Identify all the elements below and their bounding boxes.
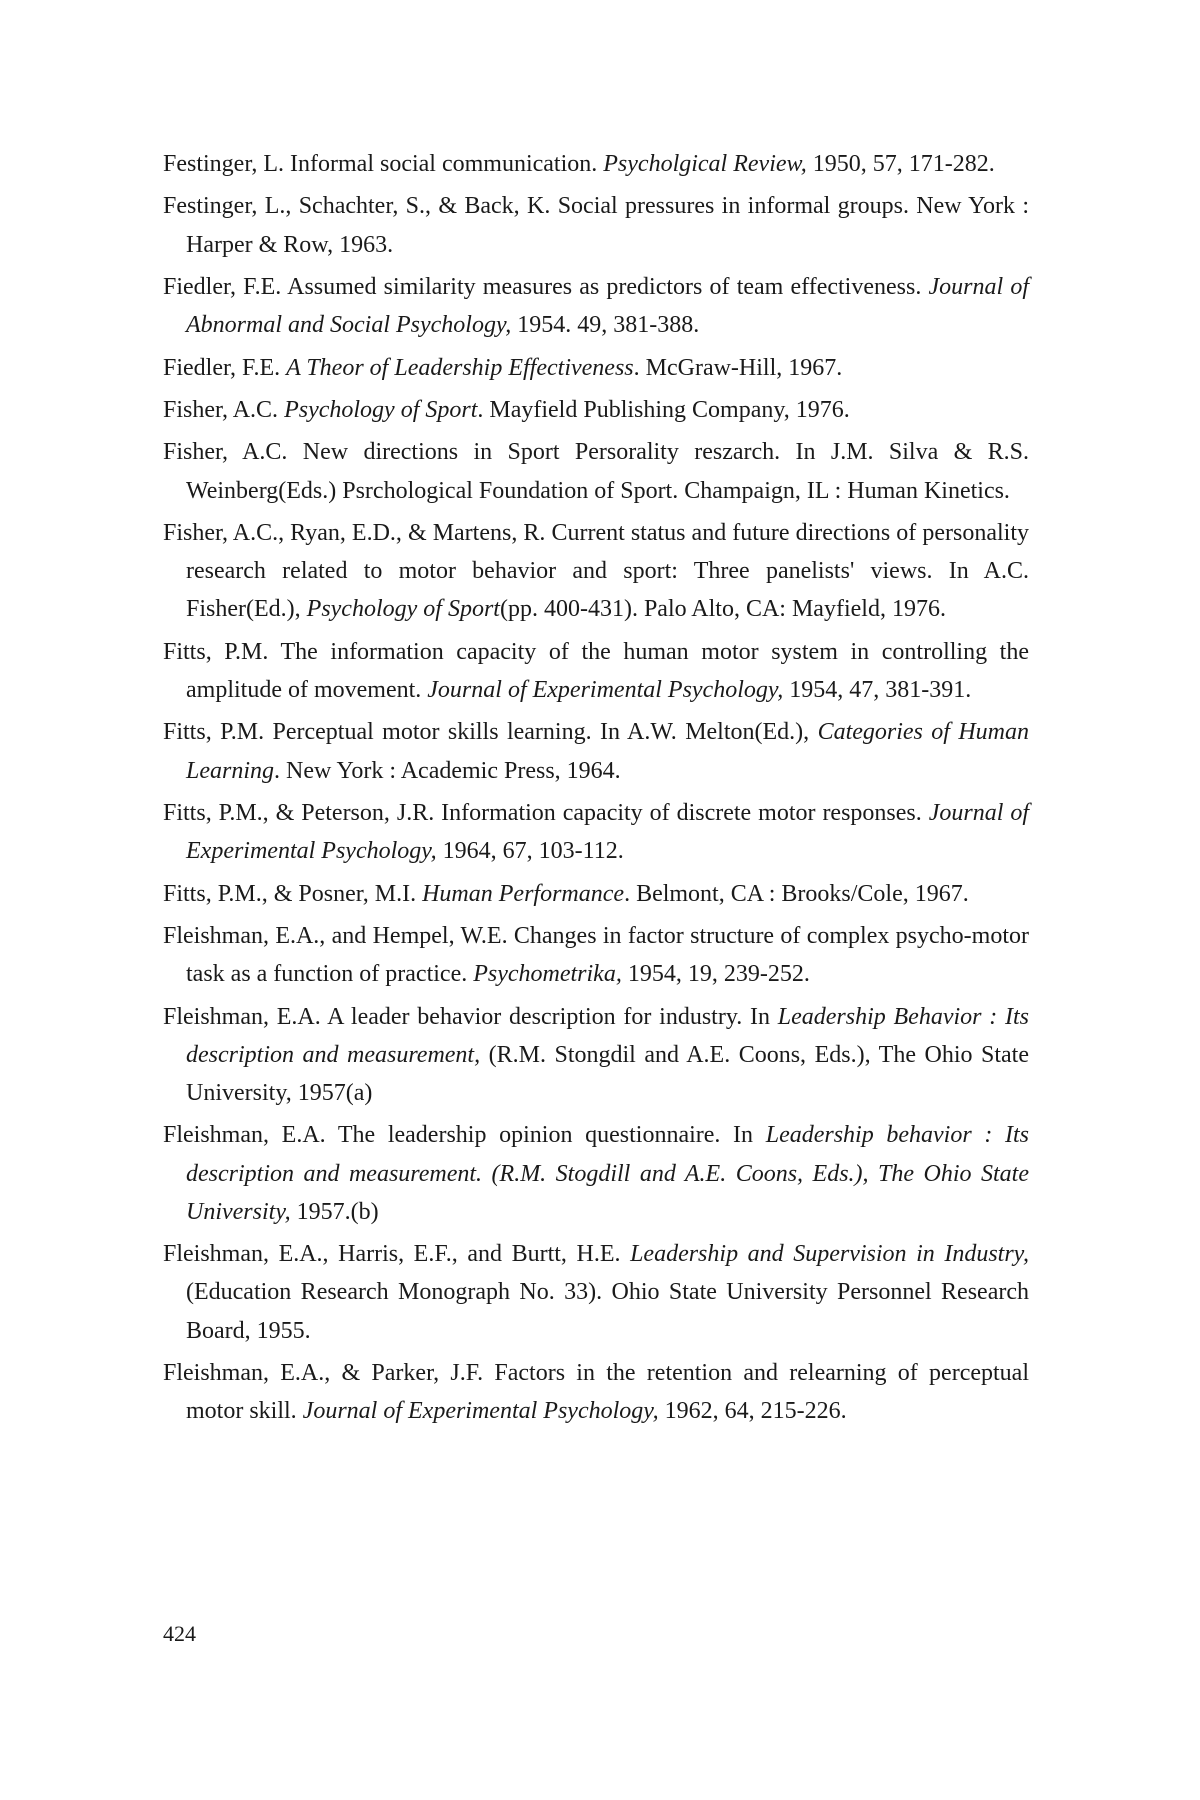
reference-entry — [163, 1354, 1029, 1430]
reference-text-segment: (R.M. Stongdil and A.E. Coons, Eds.), The Ohio State University, 1957(a) — [186, 1041, 1029, 1106]
reference-text-segment: Fitts, P.M. The information capacity of the human motor system in controlling the amplitude of movement. — [163, 638, 1029, 703]
reference-entry — [163, 433, 1029, 509]
reference-entry — [163, 633, 1029, 709]
reference-italic-segment: Leadership behavior : Its description and measurement. (R.M. Stogdill and A.E. Coons, Eds.), The Ohio State University, — [186, 1122, 1029, 1225]
reference-entry — [163, 794, 1029, 870]
reference-text-segment: Fisher, A.C., Ryan, E.D., & Martens, R. Current status and future directions of personality research related to motor behavior and sport: Three panelists' views. In A.C. Fisher(Ed.), — [163, 519, 1029, 623]
reference-entry — [163, 514, 1029, 629]
reference-text-segment: Fitts, P.M., & Peterson, J.R. Information capacity of discrete motor responses. — [163, 799, 929, 826]
reference-text-segment: . New York : Academic Press, 1964. — [274, 757, 621, 784]
reference-text-segment: 1954, 19, 239-252. — [621, 961, 810, 988]
reference-text-segment: 1950, 57, 171-282. — [806, 151, 995, 177]
reference-entry — [163, 917, 1029, 993]
reference-italic-segment: Journal of Experimental Psychology, — [427, 676, 784, 703]
reference-text-segment: Festinger, L., Schachter, S., & Back, K. Social pressures in informal groups. New York : Harper & Row, 1963. — [163, 193, 1029, 258]
reference-text-segment: Fitts, P.M., & Posner, M.I. — [163, 880, 423, 907]
reference-text-segment: . McGraw-Hill, 1967. — [633, 354, 843, 381]
reference-italic-segment: Categories of Human Learning — [186, 719, 1029, 784]
reference-text-segment: 1964, 67, 103-112. — [436, 838, 624, 865]
reference-list — [163, 145, 1029, 1435]
reference-text-segment: . Belmont, CA : Brooks/Cole, 1967. — [624, 880, 969, 907]
reference-entry — [163, 391, 1029, 429]
reference-entry — [163, 145, 1029, 183]
reference-italic-segment: Leadership Behavior : Its description and measurement, — [186, 1003, 1029, 1068]
reference-entry — [163, 1116, 1029, 1231]
reference-italic-segment: Journal of Experimental Psychology, — [302, 1398, 659, 1425]
reference-text-segment: . Mayfield Publishing Company, 1976. — [477, 396, 850, 423]
reference-text-segment: Fleishman, E.A., and Hempel, W.E. Changes in factor structure of complex psycho-motor task as a function of practice. — [163, 922, 1029, 988]
reference-text-segment: Fiedler, F.E. Assumed similarity measures as predictors of team effectiveness. — [163, 273, 929, 300]
reference-entry — [163, 268, 1029, 344]
reference-text-segment: Fleishman, E.A., Harris, E.F., and Burtt, H.E. — [163, 1241, 631, 1268]
reference-entry — [163, 713, 1029, 789]
reference-italic-segment: Journal of Experimental Psychology, — [186, 799, 1029, 865]
reference-text-segment: 1954. 49, 381-388. — [511, 312, 700, 339]
reference-text-segment: Fiedler, F.E. — [163, 354, 287, 381]
reference-text-segment: Fisher, A.C. New directions in Sport Persorality reszarch. In J.M. Silva & R.S. Weinberg(Eds.) Psrchological Foundation of Sport. Champaign, IL : Human Kinetics. — [163, 439, 1029, 504]
reference-text-segment: 1957.(b) — [290, 1198, 379, 1225]
reference-italic-segment: A Theor of Leadership Effectiveness — [286, 354, 634, 381]
reference-text-segment: Fleishman, E.A., & Parker, J.F. Factors in the retention and relearning of perceptual motor skill. — [163, 1359, 1029, 1425]
reference-text-segment: 1962, 64, 215-226. — [658, 1398, 847, 1425]
page-number: 424 — [163, 1621, 196, 1646]
reference-italic-segment: Psychology of Sport — [306, 596, 500, 623]
reference-text-segment: Fitts, P.M. Perceptual motor skills learning. In A.W. Melton(Ed.), — [163, 719, 818, 746]
reference-text-segment: (pp. 400-431). Palo Alto, CA: Mayfield, 1976. — [499, 596, 946, 623]
reference-entry — [163, 187, 1029, 263]
reference-text-segment: (Education Research Monograph No. 33). Ohio State University Personnel Research Board, 1955. — [186, 1279, 1029, 1344]
reference-italic-segment: Human Performance — [422, 880, 625, 907]
reference-text-segment: Festinger, L. Informal social communication. — [163, 151, 604, 177]
reference-italic-segment: Psychology of Sport — [284, 396, 478, 423]
reference-text-segment: Fisher, A.C. — [163, 396, 285, 423]
reference-entry — [163, 349, 1029, 387]
reference-italic-segment: Psychometrika, — [473, 961, 622, 988]
reference-entry — [163, 1235, 1029, 1350]
reference-text-segment: Fleishman, E.A. A leader behavior description for industry. In — [163, 1003, 778, 1030]
reference-text-segment: Fleishman, E.A. The leadership opinion questionnaire. In — [163, 1122, 766, 1149]
reference-italic-segment: Journal of Abnormal and Social Psychology, — [186, 273, 1029, 339]
reference-entry — [163, 875, 1029, 913]
reference-italic-segment: Leadership and Supervision in Industry, — [630, 1241, 1030, 1268]
reference-italic-segment: Psycholgical Review, — [603, 151, 807, 177]
reference-text-segment: 1954, 47, 381-391. — [783, 676, 972, 703]
reference-entry — [163, 998, 1029, 1113]
